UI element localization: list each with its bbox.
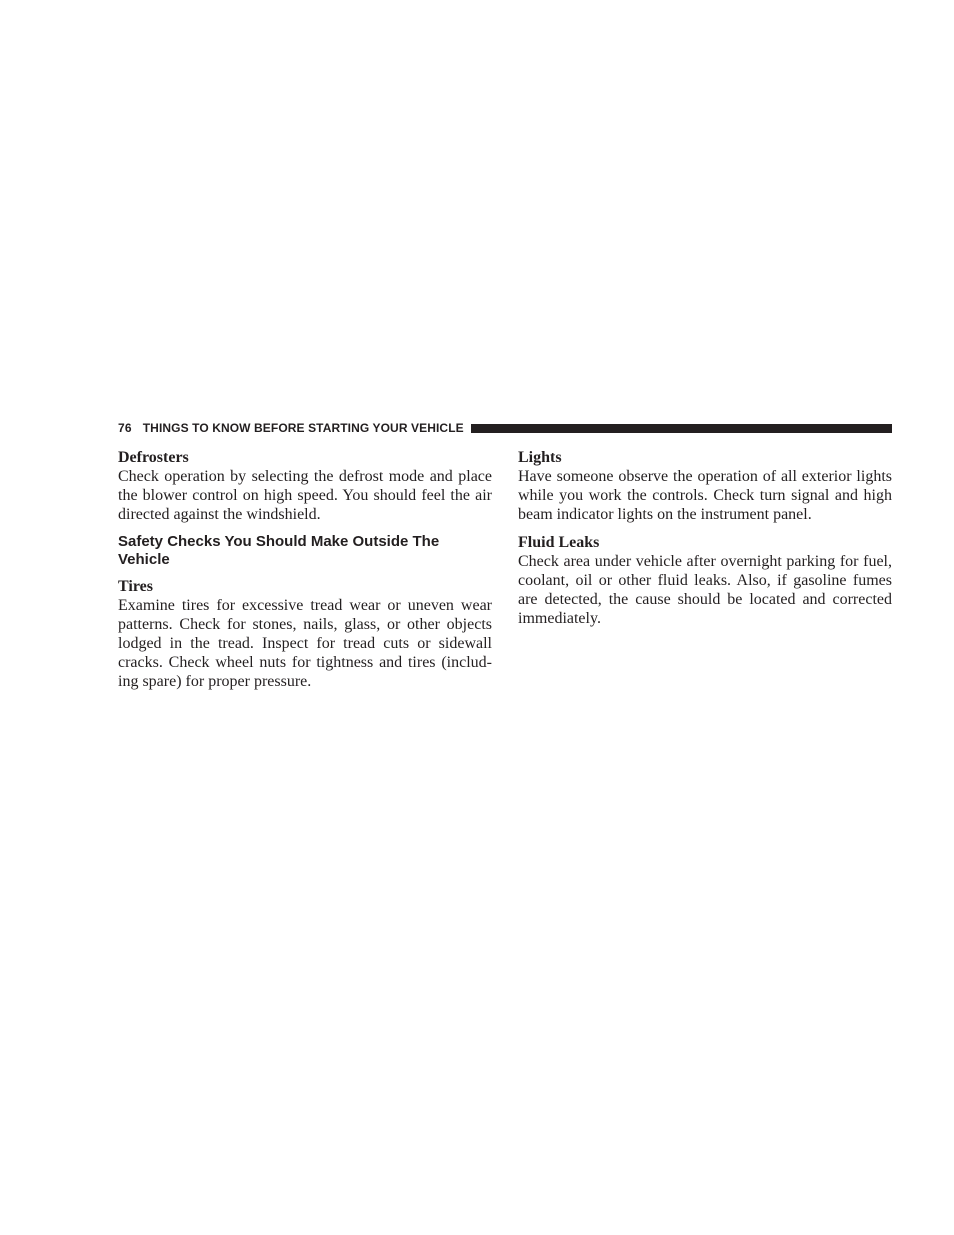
fluid-leaks-body: Check area under vehicle after overnight parking for fuel, coolant, oil or other fluid leaks. Also, if gasoline fumes are detected, the cause should be located and corrected immediately. [518,553,892,627]
page-number: 76 [118,421,132,435]
defrosters-title: Defrosters [118,449,189,466]
defrosters-section [118,448,492,524]
lights-title: Lights [518,449,562,466]
running-header [118,420,892,436]
left-column [118,448,492,691]
right-column [518,448,892,628]
fluid-leaks-section [518,533,892,628]
defrosters-body: Check operation by selecting the defrost mode and place the blower control on high speed. You should feel the air directed against the windshield. [118,468,492,523]
header-rule [471,424,892,433]
tires-title: Tires [118,578,153,595]
lights-section [518,448,892,524]
running-title: THINGS TO KNOW BEFORE STARTING YOUR VEHICLE [142,421,464,435]
tires-body: Examine tires for excessive tread wear or uneven wear patterns. Check for stones, nails, glass, or other objects lodged in the tread. Inspect for tread cuts or sidewall cracks. Check wheel nuts for tightness and tires (includ-ing spare) for proper pressure. [118,597,492,690]
fluid-leaks-title: Fluid Leaks [518,534,600,551]
section-heading: Safety Checks You Should Make Outside The Vehicle [118,533,440,568]
lights-body: Have someone observe the operation of all exterior lights while you work the controls. Check turn signal and high beam indicator lights on the instrument panel. [518,468,892,523]
tires-section [118,577,492,691]
